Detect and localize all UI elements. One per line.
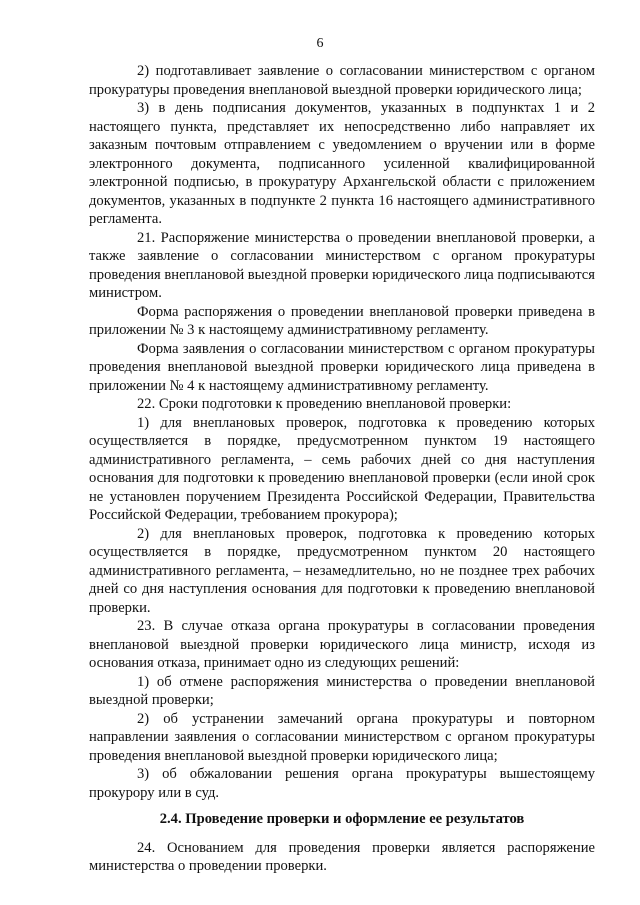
paragraph: Форма распоряжения о проведении внеплановой проверки приведена в приложении № 3 к настоящему административному регламенту. xyxy=(89,303,595,338)
paragraph: 22. Сроки подготовки к проведению внеплановой проверки: xyxy=(137,396,512,412)
paragraph: 2) подготавливает заявление о согласовании министерством с органом прокуратуры проведения внеплановой выездной проверки юридического лица; xyxy=(89,63,595,98)
paragraph: Форма заявления о согласовании министерством с органом прокуратуры проведения внеплановой выездной проверки юридического лица приведена в приложении № 4 к настоящему административному регламенту. xyxy=(89,340,595,394)
section-heading: 2.4. Проведение проверки и оформление ее результатов xyxy=(159,811,525,827)
paragraph: 24. Основанием для проведения проверки является распоряжение министерства о проведении проверки. xyxy=(89,839,595,874)
paragraph: 2) для внеплановых проверок, подготовка к проведению которых осуществляется в порядке, предусмотренном пунктом 20 настоящего административного регламента, – незамедлительно, но не позднее трех рабочих дней со дня наступления основания для подготовки к проведению внеплановой проверки. xyxy=(89,525,595,616)
document-body xyxy=(89,62,595,876)
paragraph: 3) об обжаловании решения органа прокуратуры вышестоящему прокурору или в суд. xyxy=(89,766,595,801)
paragraph: 21. Распоряжение министерства о проведении внеплановой проверки, а также заявление о согласовании министерством с органом прокуратуры проведения внеплановой выездной проверки юридического лица подписываются министром. xyxy=(89,229,595,301)
paragraph: 1) об отмене распоряжения министерства о проведении внеплановой выездной проверки; xyxy=(89,673,595,708)
paragraph: 23. В случае отказа органа прокуратуры в согласовании проведения внеплановой выездной проверки юридического лица министр, исходя из основания отказа, принимает одно из следующих решений: xyxy=(89,618,595,671)
page-number: 6 xyxy=(316,36,324,51)
paragraph: 2) об устранении замечаний органа прокуратуры и повторном направлении заявления о согласовании министерством с органом прокуратуры проведения внеплановой выездной проверки юридического лица; xyxy=(89,710,595,764)
paragraph: 1) для внеплановых проверок, подготовка к проведению которых осуществляется в порядке, предусмотренном пунктом 19 настоящего административного регламента, – семь рабочих дней со дня наступления основания для подготовки к проведению внеплановой проверки (если иной срок не установлен поручением Президента Российской Федерации, Правительства Российской Федерации, требованием прокурора); xyxy=(89,414,595,523)
paragraph: 3) в день подписания документов, указанных в подпунктах 1 и 2 настоящего пункта, представляет их непосредственно либо направляет их заказным почтовым отправлением с уведомлением о вручении или в форме электронного документа, подписанного усиленной квалифицированной электронной подписью, в прокуратуру Архангельской области с приложением документов, указанных в подпункте 2 пункта 16 настоящего административного регламента. xyxy=(89,100,595,227)
